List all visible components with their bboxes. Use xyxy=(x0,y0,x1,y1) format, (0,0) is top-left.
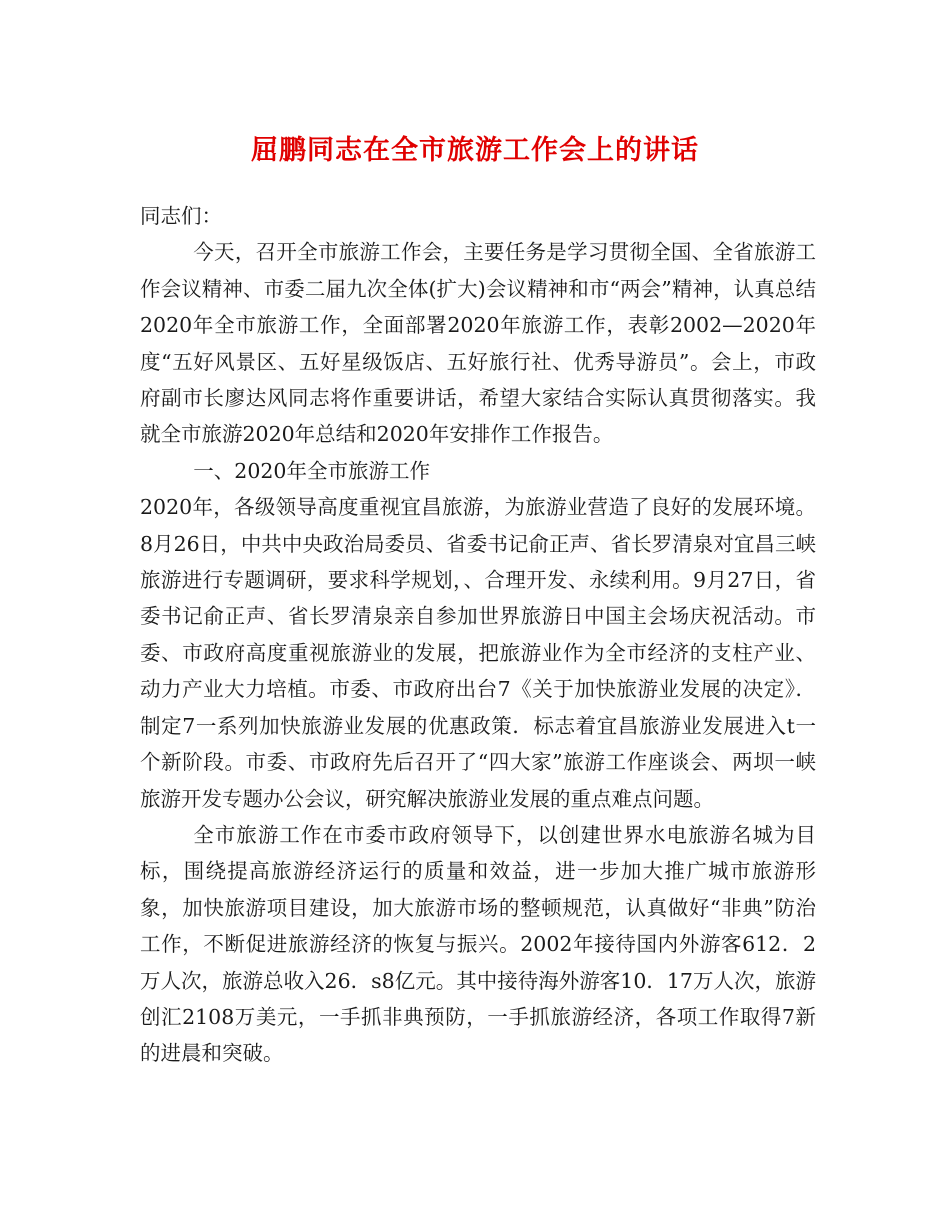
document-title: 屈鹏同志在全市旅游工作会上的讲话 xyxy=(251,135,699,166)
document-body xyxy=(140,198,816,1072)
paragraph-intro: 今天，召开全市旅游工作会，主要任务是学习贯彻全国、全省旅游工作会议精神、市委二届九次全体(扩大)会议精神和市“两会”精神，认真总结2020年全市旅游工作，全面部署2020年旅游工作，表彰2002—2020年度“五好风景区、五好星级饭店、五好旅行社、优秀导游员”。会上，市政府副市长廖达风同志将作重要讲话，希望大家结合实际认真贯彻落实。我就全市旅游2020年总结和2020年安排作工作报告。 xyxy=(140,240,816,447)
section-heading: 一、2020年全市旅游工作 xyxy=(193,458,430,483)
paragraph-work-summary: 全市旅游工作在市委市政府领导下，以创建世界水电旅游名城为目标，围绕提高旅游经济运行的质量和效益，进一步加大推广城市旅游形象，加快旅游项目建设，加大旅游市场的整顿规范，认真做好“非典”防治工作，不断促进旅游经济的恢复与振兴。2002年接待国内外游客612．2万人次，旅游总收入26．s8亿元。其中接待海外游客10．17万人次，旅游创汇2108万美元，一手抓非典预防，一手抓旅游经济，各项工作取得7新的进晨和突破。 xyxy=(140,822,816,1066)
salutation: 同志们： xyxy=(140,204,222,228)
paragraph-2020-review: 2020年，各级领导高度重视宜昌旅游，为旅游业营造了良好的发展环境。8月26日，中共中央政治局委员、省委书记俞正声、省长罗清泉对宜昌三峡旅游进行专题调研，要求科学规划，、合理开发、永续利用。9月27日，省委书记俞正声、省长罗清泉亲自参加世界旅游日中国主会场庆祝活动。市委、市政府高度重视旅游业的发展，把旅游业作为全市经济的支柱产业、动力产业大力培植。市委、市政府出台7《关于加快旅游业发展的决定》．制定7一系列加快旅游业发展的优惠政策．标志着宜昌旅游业发展进入t一个新阶段。市委、市政府先后召开了“四大家”旅游工作座谈会、两坝一峡旅游开发专题办公会议，研究解决旅游业发展的重点难点问题。 xyxy=(140,495,816,811)
